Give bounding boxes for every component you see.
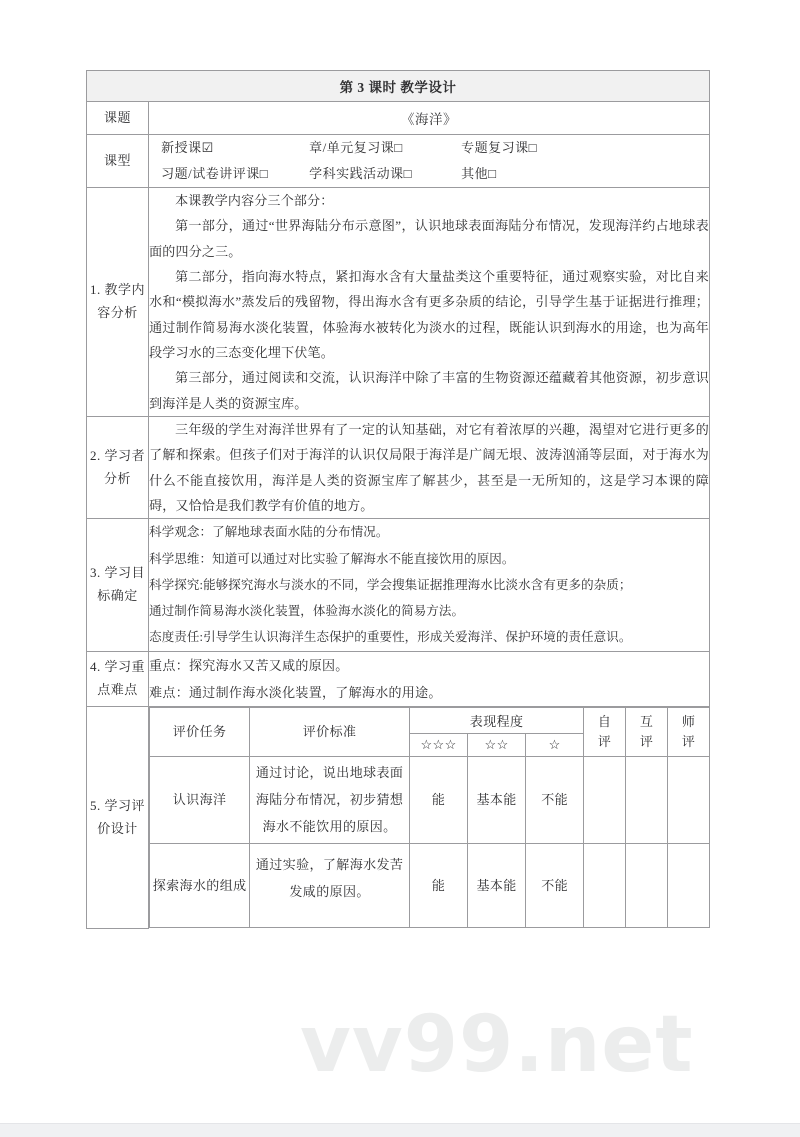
- objectives-body: [149, 519, 710, 651]
- objective-item-2: 科学探究:能够探究海水与淡水的不同，学会搜集证据推理海水比淡水含有更多的杂质；: [149, 577, 632, 592]
- lesson-type-options: [149, 135, 710, 188]
- evaluation-header-self-char-1: 自: [597, 714, 612, 730]
- evaluation-row-1-peer[interactable]: [626, 844, 668, 928]
- evaluation-header-criteria: 评价标准: [250, 708, 410, 757]
- table-row-title: [87, 71, 710, 102]
- option-label-exercise: 习题/试卷讲评课: [161, 166, 260, 181]
- key-point-item-0: 重点：探究海水又苦又咸的原因。: [149, 657, 349, 673]
- evaluation-row-1-level-low: 不能: [526, 844, 584, 928]
- table-row-objectives: [87, 519, 710, 651]
- content-analysis-label: 1. 教学内容分析: [87, 188, 149, 417]
- objective-item-3: 通过制作简易海水淡化装置，体验海水淡化的简易方法。: [149, 604, 465, 619]
- lesson-type-option-other[interactable]: [461, 161, 496, 187]
- watermark: vv99.net: [300, 1000, 694, 1090]
- table-row-learner-analysis: [87, 417, 710, 519]
- evaluation-row-0-level-mid: 基本能: [468, 757, 526, 844]
- evaluation-row-0-level-low: 不能: [526, 757, 584, 844]
- evaluation-header-performance: 表现程度: [410, 708, 584, 734]
- content-analysis-para-3: 第三部分，通过阅读和交流，认识海洋中除了丰富的生物资源还蕴藏着其他资源，初步意识到海洋是人类的资源宝库。: [149, 370, 709, 411]
- table-row-topic: [87, 102, 710, 135]
- evaluation-header-self: [584, 708, 626, 757]
- evaluation-row-0-task: 认识海洋: [150, 757, 250, 844]
- evaluation-header-teacher-char-2: 评: [681, 734, 696, 750]
- objective-item-4: 态度责任:引导学生认识海洋生态保护的重要性，形成关爱海洋、保护环境的责任意识。: [149, 630, 632, 645]
- evaluation-table-wrapper: [149, 707, 710, 928]
- lesson-plan-table: [86, 70, 710, 929]
- topic-label: 课题: [87, 102, 149, 135]
- key-points-label: 4. 学习重点难点: [87, 651, 149, 707]
- evaluation-header-peer-char-2: 评: [639, 734, 654, 750]
- objective-item-1: 科学思维：知道可以通过对比实验了解海水不能直接饮用的原因。: [149, 551, 515, 566]
- evaluation-row-0-self[interactable]: [584, 757, 626, 844]
- checkbox-topic-review-icon[interactable]: □: [528, 140, 537, 155]
- page-title: 第 3 课时 教学设计: [87, 71, 710, 102]
- objectives-label: 3. 学习目标确定: [87, 519, 149, 651]
- learner-analysis-para-0: 三年级的学生对海洋世界有了一定的认知基础，对它有着浓厚的兴趣，渴望对它进行更多的了解和探索。但孩子们对于海洋的认识仅局限于海洋是广阔无垠、波涛汹涌等层面，对于海水为什么不能直接饮用，海洋是人类的资源宝库了解甚少，甚至是一无所知的，这是学习本课的障碍，又恰恰是我们教学有价值的地方。: [149, 422, 709, 514]
- option-label-unit-review: 章/单元复习课: [309, 140, 395, 155]
- learner-analysis-label: 2. 学习者分析: [87, 417, 149, 519]
- objective-item-0: 科学观念：了解地球表面水陆的分布情况。: [149, 525, 389, 540]
- evaluation-row-1-teacher[interactable]: [668, 844, 710, 928]
- evaluation-row-1-level-mid: 基本能: [468, 844, 526, 928]
- lesson-type-option-exercise[interactable]: [161, 161, 309, 187]
- table-row-key-points: [87, 651, 710, 707]
- evaluation-level-mid-stars: ☆☆: [468, 734, 526, 757]
- checkbox-other-icon[interactable]: □: [488, 166, 497, 181]
- learner-analysis-body: [149, 417, 710, 519]
- evaluation-row-0-peer[interactable]: [626, 757, 668, 844]
- key-point-item-1: 难点：通过制作海水淡化装置，了解海水的用途。: [149, 685, 442, 701]
- evaluation-header-task: 评价任务: [150, 708, 250, 757]
- lesson-type-option-practice[interactable]: [309, 161, 461, 187]
- lesson-type-option-new[interactable]: [161, 135, 309, 161]
- table-row-lesson-type: [87, 135, 710, 188]
- table-row-evaluation: [87, 707, 710, 928]
- evaluation-header-peer: [626, 708, 668, 757]
- evaluation-row-0-level-high: 能: [410, 757, 468, 844]
- evaluation-level-low-stars: ☆: [526, 734, 584, 757]
- evaluation-header-teacher: [668, 708, 710, 757]
- content-analysis-body: [149, 188, 710, 417]
- evaluation-level-high-stars: ☆☆☆: [410, 734, 468, 757]
- lesson-type-options-row-1: [149, 135, 709, 161]
- key-points-body: [149, 651, 710, 707]
- evaluation-row-0-criteria: 通过讨论，说出地球表面海陆分布情况，初步猜想海水不能饮用的原因。: [250, 757, 410, 844]
- evaluation-table: [149, 707, 710, 928]
- evaluation-header-peer-char-1: 互: [639, 714, 654, 730]
- lesson-type-option-unit-review[interactable]: [309, 135, 461, 161]
- page-bottom-edge: [0, 1123, 800, 1137]
- table-row: [150, 757, 710, 844]
- checkbox-new-icon[interactable]: ☑: [201, 140, 214, 155]
- checkbox-unit-review-icon[interactable]: □: [394, 140, 403, 155]
- evaluation-header-teacher-char-1: 师: [681, 714, 696, 730]
- lesson-type-label: 课型: [87, 135, 149, 188]
- evaluation-row-1-level-high: 能: [410, 844, 468, 928]
- topic-value: 《海洋》: [149, 102, 710, 135]
- evaluation-row-1-task: 探索海水的组成: [150, 844, 250, 928]
- content-analysis-para-1: 第一部分，通过“世界海陆分布示意图”，认识地球表面海陆分布情况，发现海洋约占地球表面的四分之三。: [149, 218, 709, 259]
- lesson-type-options-row-2: [149, 161, 709, 187]
- evaluation-row-1-criteria: 通过实验，了解海水发苦发咸的原因。: [250, 844, 410, 928]
- option-label-other: 其他: [461, 166, 489, 181]
- option-label-new: 新授课: [161, 140, 202, 155]
- evaluation-row-1-self[interactable]: [584, 844, 626, 928]
- option-label-practice: 学科实践活动课: [309, 166, 404, 181]
- checkbox-exercise-icon[interactable]: □: [259, 166, 269, 181]
- evaluation-header-self-char-2: 评: [597, 734, 612, 750]
- content-analysis-para-0: 本课教学内容分三个部分：: [175, 193, 334, 208]
- evaluation-row-0-teacher[interactable]: [668, 757, 710, 844]
- lesson-type-option-topic-review[interactable]: [461, 135, 537, 161]
- option-label-topic-review: 专题复习课: [461, 140, 529, 155]
- checkbox-practice-icon[interactable]: □: [403, 166, 412, 181]
- table-row-content-analysis: [87, 188, 710, 417]
- table-row: [150, 844, 710, 928]
- evaluation-label: 5. 学习评价设计: [87, 707, 149, 928]
- content-analysis-para-2: 第二部分，指向海水特点，紧扣海水含有大量盐类这个重要特征，通过观察实验，对比自来水和“模拟海水”蒸发后的残留物，得出海水含有更多杂质的结论，引导学生基于证据进行推理；通过制作简易海水淡化装置，体验海水被转化为淡水的过程，既能认识到海水的用途，也为高年段学习水的三态变化埋下伏笔。: [149, 269, 709, 361]
- evaluation-header-row-1: [150, 708, 710, 734]
